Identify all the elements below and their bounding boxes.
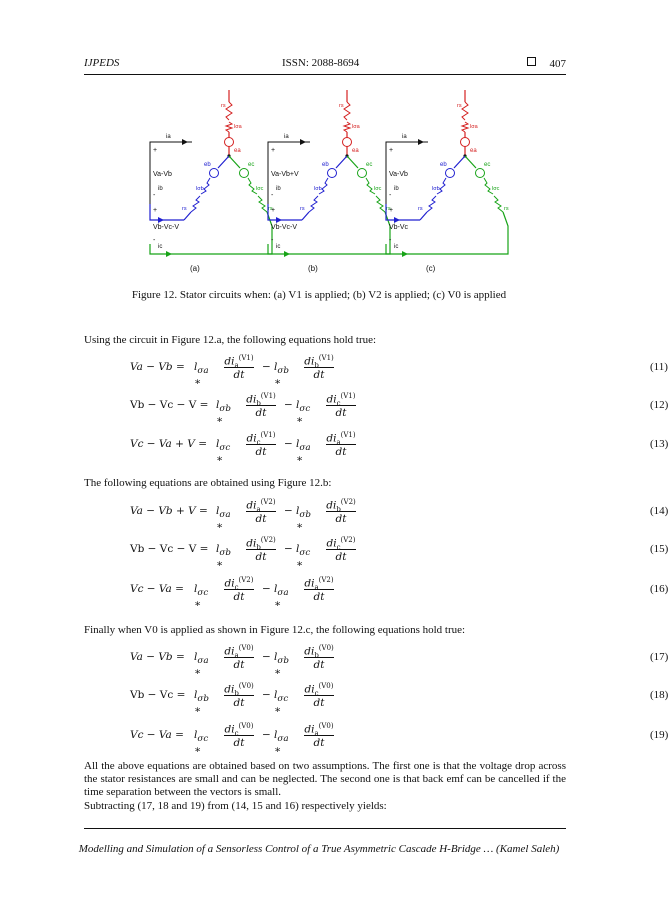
emf-source-b-icon [446,169,455,178]
emf-label: ec [484,162,491,168]
resistor-b-icon [309,196,318,212]
page-footer: Modelling and Simulation of a Sensorless Control of a True Asymmetric Cascade H-Bridge … (Kamel Saleh) [78,843,560,855]
inductance-label: lσc [256,186,264,192]
circuit-panel [150,90,276,273]
inductance-2: $l_{\sigma b}$ ∗ [274,651,289,679]
paragraph-4: All the above equations are obtained based on two assumptions. The first one is that the voltage drop across the stator resistances are small and can be neglected. The second one is that back emf can be cancelled if the time separation between the vectors is small. [84,760,566,798]
equation-lhs: Vb − Vc = [130,689,186,701]
minus-sign: − [262,651,271,663]
plus-sign: + [389,207,394,214]
inductor-a-icon [344,122,350,132]
equation-lhs: Vc − Va + V = [130,438,208,450]
arrow-icon [158,217,164,223]
equation-number: (12) [650,399,668,411]
top-voltage-label: Va-Vb+V [271,171,299,178]
current-label: ic [276,244,281,250]
equation-number: (19) [650,729,668,741]
emf-label: ec [248,162,255,168]
resistor-c-icon [494,196,503,212]
minus-sign: − [284,399,293,411]
equation-number: (11) [650,361,668,373]
plus-sign: + [271,147,276,154]
inductance-label: lσb [432,186,440,192]
phase-b-wire [454,156,465,168]
plus-sign: + [153,147,158,154]
phase-c-return [386,212,508,254]
resistor-c-icon [258,196,267,212]
inductance-2: $l_{\sigma c}$ ∗ [296,399,311,427]
derivative-2: $di_a^{(V1)}$ dt [326,431,356,458]
current-label: ib [394,186,399,192]
derivative-2: $di_b^{(V2)}$ dt [326,498,356,525]
minus-sign: − [284,543,293,555]
derivative-2: $di_a^{(V0)}$ dt [304,722,334,749]
arrow-icon [300,139,306,145]
issn: ISSN: 2088-8694 [282,57,360,69]
resistance-label: rs [300,206,305,212]
inductance-1: $l_{\sigma c}$ ∗ [194,583,209,611]
plus-sign: + [271,207,276,214]
equation-number: (15) [650,543,668,555]
emf-label: eb [440,162,447,168]
inductance-label: lσc [492,186,500,192]
footer-rule [84,828,566,829]
page-number: 407 [549,58,566,70]
minus-sign: - [271,192,274,199]
inductance-2: $l_{\sigma a}$ ∗ [274,583,289,611]
bottom-voltage-label: Vb-Vc-V [271,224,298,231]
derivative-1: $di_b^{(V1)}$ dt [246,392,276,419]
emf-source-b-icon [210,169,219,178]
arrow-icon [394,217,400,223]
derivative-1: $di_c^{(V0)}$ dt [224,722,254,749]
arrow-icon [276,217,282,223]
arrow-icon [402,251,408,257]
emf-label: eb [322,162,329,168]
circuit-panel [268,90,394,273]
resistor-b-icon [191,196,200,212]
emf-source-a-icon [343,138,352,147]
page-number-group [527,57,567,70]
inductance-2: $l_{\sigma c}$ ∗ [296,543,311,571]
phase-b-wire [218,156,229,168]
emf-label: ea [470,148,477,154]
inductance-label: lσb [196,186,204,192]
resistance-label: rs [386,206,391,212]
page-header [84,57,566,73]
derivative-1: $di_c^{(V1)}$ dt [246,431,276,458]
inductance-label: lσc [374,186,382,192]
arrow-icon [166,251,172,257]
inductor-a-icon [226,122,232,132]
equation-number: (17) [650,651,668,663]
bottom-voltage-label: Vb-Vc [389,224,409,231]
resistor-a-icon [226,102,232,120]
phase-b-wire [336,156,347,168]
resistance-label: rs [418,206,423,212]
derivative-2: $di_b^{(V0)}$ dt [304,644,334,671]
arrow-icon [182,139,188,145]
inductance-1: $l_{\sigma b}$ ∗ [194,689,209,717]
inductance-1: $l_{\sigma c}$ ∗ [194,729,209,757]
phase-c-return [268,212,390,254]
equation-lhs: Vc − Va = [130,583,184,595]
paragraph-2: The following equations are obtained using Figure 12.b: [84,477,332,489]
figure-caption: Figure 12. Stator circuits when: (a) V1 is applied; (b) V2 is applied; (c) V0 is applied [131,289,507,301]
panel-label: (a) [190,264,200,273]
minus-sign: - [271,237,274,244]
equation-lhs: Vb − Vc − V = [130,543,209,555]
emf-source-a-icon [225,138,234,147]
resistance-label: rs [221,103,226,109]
inductance-1: $l_{\sigma c}$ ∗ [216,438,231,466]
emf-source-a-icon [461,138,470,147]
stator-circuit-figure [136,86,522,276]
derivative-2: $di_c^{(V1)}$ dt [326,392,356,419]
derivative-1: $di_a^{(V2)}$ dt [246,498,276,525]
inductor-a-icon [462,122,468,132]
inductance-2: $l_{\sigma a}$ ∗ [274,729,289,757]
equation-number: (16) [650,583,668,595]
inductance-label: lσa [470,124,478,130]
current-label: ib [276,186,281,192]
equation-number: (18) [650,689,668,701]
minus-sign: − [262,361,271,373]
resistance-label: rs [504,206,509,212]
inductance-1: $l_{\sigma a}$ ∗ [194,361,209,389]
resistance-label: rs [457,103,462,109]
equation-lhs: Va − Vb = [130,651,185,663]
equation-lhs: Va − Vb = [130,361,185,373]
inductance-1: $l_{\sigma a}$ ∗ [216,505,231,533]
equation-number: (13) [650,438,668,450]
minus-sign: − [262,729,271,741]
inductance-1: $l_{\sigma b}$ ∗ [216,543,231,571]
resistance-label: rs [268,206,273,212]
checkbox-icon [527,57,536,66]
bottom-voltage-label: Vb-Vc-V [153,224,180,231]
minus-sign: - [153,237,156,244]
phase-c-wire [347,156,358,168]
current-label: ia [402,134,407,140]
minus-sign: - [389,237,392,244]
circuit-panel [386,90,509,273]
derivative-2: $di_c^{(V0)}$ dt [304,682,334,709]
derivative-2: $di_b^{(V1)}$ dt [304,354,334,381]
inductance-label: lσa [352,124,360,130]
journal-name: IJPEDS [84,57,120,69]
paragraph-3: Finally when V0 is applied as shown in Figure 12.c, the following equations hold true: [84,624,466,636]
minus-sign: - [153,192,156,199]
equation-number: (14) [650,505,668,517]
inductance-1: $l_{\sigma a}$ ∗ [194,651,209,679]
resistor-c-icon [376,196,385,212]
plus-sign: + [389,147,394,154]
inductance-label: lσa [234,124,242,130]
derivative-1: $di_c^{(V2)}$ dt [224,576,254,603]
equation-lhs: Vb − Vc − V = [130,399,209,411]
current-label: ia [166,134,171,140]
equation-lhs: Va − Vb + V = [130,505,208,517]
inductance-2: $l_{\sigma b}$ ∗ [296,505,311,533]
paragraph-1: Using the circuit in Figure 12.a, the following equations hold true: [84,334,377,346]
emf-label: ea [234,148,241,154]
arrow-icon [284,251,290,257]
derivative-1: $di_b^{(V0)}$ dt [224,682,254,709]
arrow-icon [418,139,424,145]
resistance-label: rs [182,206,187,212]
derivative-2: $di_a^{(V2)}$ dt [304,576,334,603]
inductance-2: $l_{\sigma c}$ ∗ [274,689,289,717]
paragraph-5: Subtracting (17, 18 and 19) from (14, 15 and 16) respectively yields: [84,800,387,812]
emf-label: eb [204,162,211,168]
inductance-1: $l_{\sigma b}$ ∗ [216,399,231,427]
phase-c-wire [465,156,476,168]
panel-label: (c) [426,264,436,273]
emf-source-c-icon [358,169,367,178]
plus-sign: + [153,207,158,214]
inductance-2: $l_{\sigma a}$ ∗ [296,438,311,466]
resistor-a-icon [462,102,468,120]
derivative-1: $di_a^{(V0)}$ dt [224,644,254,671]
header-rule [84,74,566,75]
inductance-2: $l_{\sigma b}$ ∗ [274,361,289,389]
current-label: ib [158,186,163,192]
emf-label: ea [352,148,359,154]
minus-sign: − [262,583,271,595]
minus-sign: - [389,192,392,199]
resistance-label: rs [339,103,344,109]
emf-source-b-icon [328,169,337,178]
resistor-b-icon [427,196,436,212]
minus-sign: − [284,505,293,517]
current-label: ia [284,134,289,140]
panel-label: (b) [308,264,318,273]
minus-sign: − [262,689,271,701]
derivative-1: $di_b^{(V2)}$ dt [246,536,276,563]
emf-label: ec [366,162,373,168]
derivative-2: $di_c^{(V2)}$ dt [326,536,356,563]
phase-c-return [150,212,272,254]
inductance-label: lσb [314,186,322,192]
equation-lhs: Vc − Va = [130,729,184,741]
phase-c-wire [229,156,240,168]
minus-sign: − [284,438,293,450]
current-label: ic [394,244,399,250]
current-label: ic [158,244,163,250]
top-voltage-label: Va-Vb [389,171,408,178]
emf-source-c-icon [476,169,485,178]
derivative-1: $di_a^{(V1)}$ dt [224,354,254,381]
top-voltage-label: Va-Vb [153,171,172,178]
emf-source-c-icon [240,169,249,178]
resistor-a-icon [344,102,350,120]
